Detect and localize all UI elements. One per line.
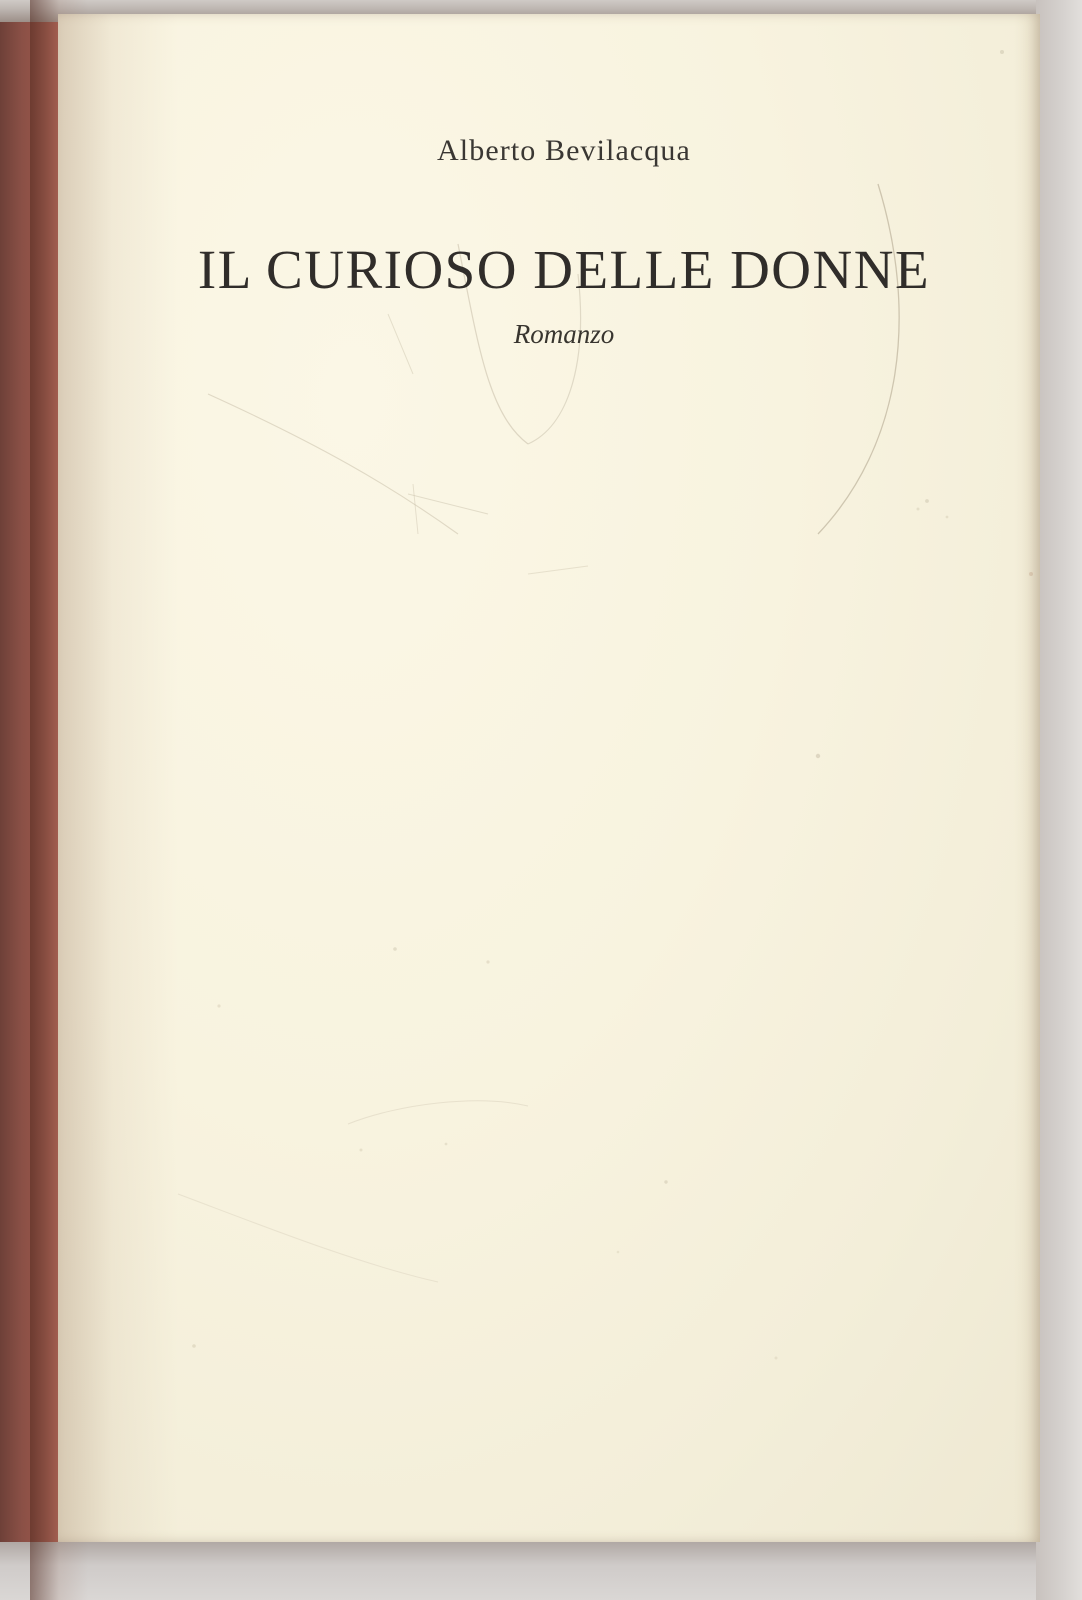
book-title: IL CURIOSO DELLE DONNE [197,239,931,300]
author-name: Alberto Bevilacqua [437,134,691,167]
cover-right-edge [1036,0,1082,1600]
cover-bottom-edge [0,1542,1082,1600]
title-block [58,134,1040,350]
title-page-leaf [58,14,1040,1542]
book-subtitle: Romanzo [513,319,615,349]
